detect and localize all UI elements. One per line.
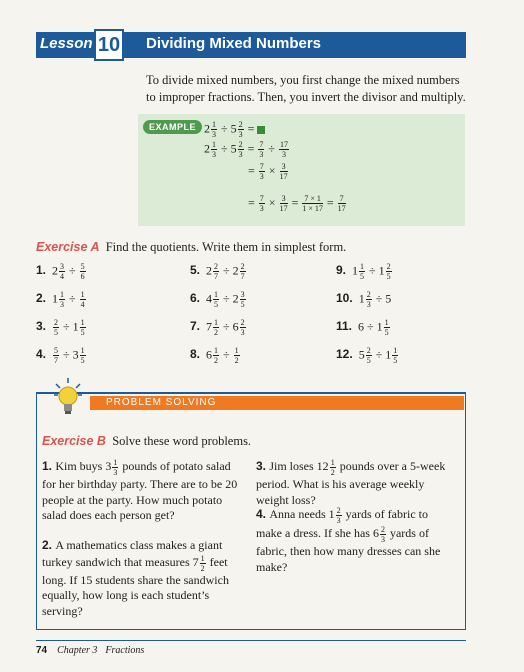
fraction: $\frac{1}{5}$ [214,290,219,309]
exercise-a-problem-8: 8. 6 $\frac{1}{2}$ ÷ $\frac{1}{2}$ [190,346,239,365]
exercise-a-problem-7: 7. 7 $\frac{1}{2}$ ÷ 6 $\frac{2}{3}$ [190,318,245,337]
fraction: $\frac{1}{3}$ [113,458,118,477]
footer-section: Fractions [105,645,145,656]
example-line-2: 2 $\frac{1}{3}$ ÷ 5 $\frac{2}{3}$ = $\frac{7}{3}$ ÷ $\frac{17}{3}$ [204,140,288,159]
fraction: $\frac{1}{5}$ [360,262,365,281]
fraction: $\frac{2}{5}$ [386,262,391,281]
fraction: $\frac{2}{3}$ [380,525,385,544]
answer-box-icon [257,126,265,134]
fraction: $\frac{3}{4}$ [60,262,65,281]
footer-rule [36,640,466,641]
fraction: $\frac{1}{3}$ [60,290,65,309]
fraction: $\frac{2}{3}$ [240,318,245,337]
lesson-title: Dividing Mixed Numbers [146,35,322,52]
fraction: $\frac{5}{6}$ [80,262,85,281]
fraction: $\frac{1}{5}$ [384,318,389,337]
lightbulb-icon [54,378,82,418]
fraction: $\frac{2}{3}$ [366,290,371,309]
example-line-4: = $\frac{7}{3}$ × $\frac{3}{17}$ = $\frac{7 \times 1}{1 \times 17}$ = $\frac{7}{17}$ [248,194,346,213]
fraction: $\frac{1}{2}$ [200,553,205,573]
fraction: $\frac{1}{5}$ [80,318,85,337]
example-line-3: = $\frac{7}{3}$ × $\frac{3}{17}$ [248,162,288,181]
fraction: $\frac{2}{3}$ [336,506,341,525]
fraction: $\frac{2}{5}$ [366,346,371,365]
example-badge: EXAMPLE [143,120,202,134]
lesson-label: Lesson [40,35,93,52]
fraction: $\frac{1}{2}$ [214,346,219,365]
fraction: $\frac{1}{4}$ [80,290,85,309]
fraction: $\frac{2}{7}$ [214,262,219,281]
fraction: $\frac{1}{2}$ [234,346,239,365]
exercise-a-problem-3: 3. $\frac{2}{5}$ ÷ 1 $\frac{1}{5}$ [36,318,85,337]
fraction: $\frac{1}{5}$ [80,346,85,365]
word-problem-2: 2. A mathematics class makes a giant turkey sandwich that measures 7 $\frac{1}{2}$ feet long. If 15 students share the sandwich equally, how long is each student’s serving? [42,538,229,618]
exercise-b-heading: Exercise B Solve these word problems. [42,434,252,448]
fraction: $\frac{1}{2}$ [214,318,219,337]
word-problem-4: 4. Anna needs 1 $\frac{2}{3}$ yards of fabric to make a dress. If she has 6 $\frac{2}{3}$ yards of fabric, then how many dresses can she make? [256,506,441,574]
exercise-a-heading: Exercise A Find the quotients. Write them in simplest form. [36,240,347,254]
fraction: $\frac{2}{5}$ [54,318,59,337]
fraction: $\frac{2}{7}$ [240,262,245,281]
exercise-a-problem-4: 4. $\frac{5}{7}$ ÷ 3 $\frac{1}{5}$ [36,346,85,365]
exercise-a-problem-12: 12. 5 $\frac{2}{5}$ ÷ 1 $\frac{1}{5}$ [336,346,398,365]
fraction: $\frac{5}{7}$ [54,346,59,365]
example-line-1: 2 $\frac{1}{3}$ ÷ 5 $\frac{2}{3}$ = [204,120,265,139]
problem-solving-title: PROBLEM SOLVING [106,397,217,408]
exercise-a-problem-6: 6. 4 $\frac{1}{5}$ ÷ 2 $\frac{3}{5}$ [190,290,245,309]
fraction: $\frac{1}{5}$ [393,346,398,365]
exercise-a-problem-1: 1. 2 $\frac{3}{4}$ ÷ $\frac{5}{6}$ [36,262,85,281]
page-number: 74 [36,645,48,656]
page-footer [36,645,152,656]
intro-text: To divide mixed numbers, you first change the mixed numbers to improper fractions. Then, you invert the divisor and multiply. [146,73,466,104]
fraction: $\frac{3}{5}$ [240,290,245,309]
exercise-a-problem-10: 10. 1 $\frac{2}{3}$ ÷ 5 [336,290,392,309]
exercise-a-problem-2: 2. 1 $\frac{1}{3}$ ÷ $\frac{1}{4}$ [36,290,85,309]
exercise-a-problem-5: 5. 2 $\frac{2}{7}$ ÷ 2 $\frac{2}{7}$ [190,262,245,281]
lesson-number: 10 [94,29,124,61]
word-problem-3: 3. Jim loses 12 $\frac{1}{2}$ pounds over a 5-week period. What is his average weekly weight loss? [256,458,446,507]
exercise-a-problem-9: 9. 1 $\frac{1}{5}$ ÷ 1 $\frac{2}{5}$ [336,262,391,281]
footer-chapter: Chapter 3 [57,645,98,656]
word-problem-1: 1. Kim buys 3 $\frac{1}{3}$ pounds of potato salad for her birthday party. There are to be 20 people at the party. How much potato salad does each person get? [42,458,238,522]
fraction: $\frac{1}{2}$ [330,458,335,477]
exercise-a-problem-11: 11. 6 ÷ 1 $\frac{1}{5}$ [336,318,389,337]
